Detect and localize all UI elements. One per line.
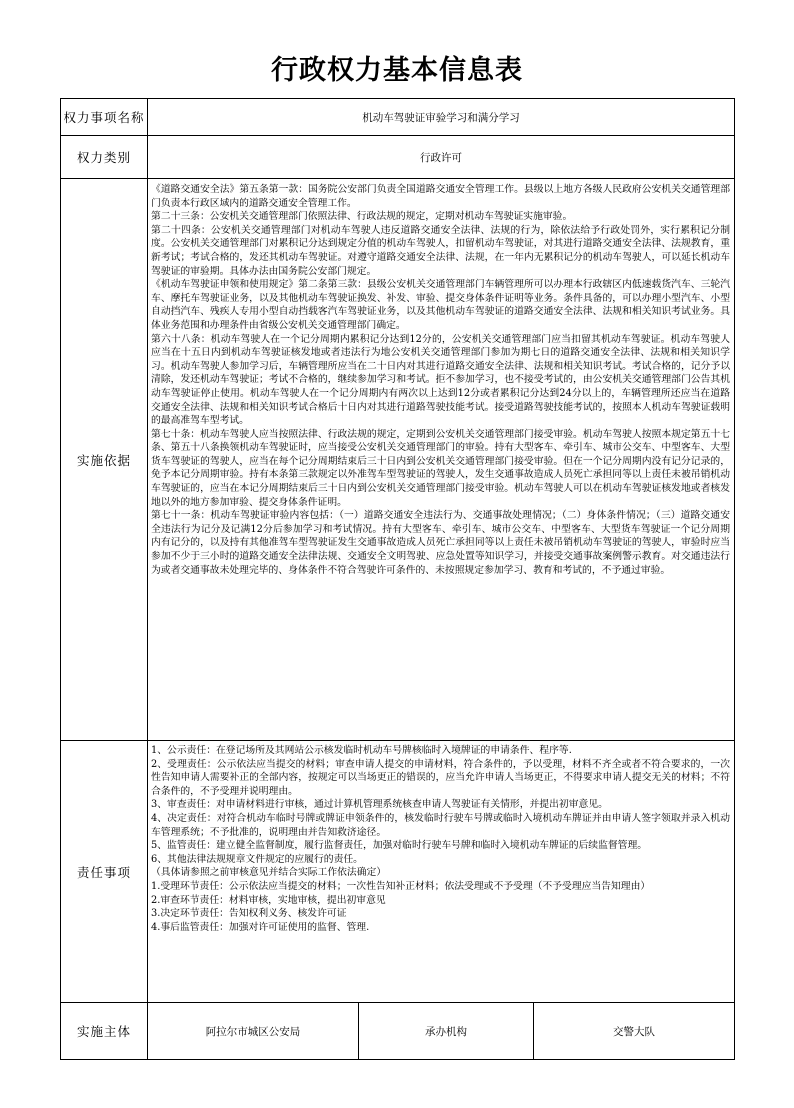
subject-row: [61, 1003, 735, 1060]
subject-value: 阿拉尔市城区公安局: [148, 1003, 359, 1060]
duty-label: 责任事项: [61, 741, 148, 1003]
duty-paragraph: 4.事后监管责任：加强对许可证使用的监督、管理.: [151, 921, 370, 933]
org-value: 交警大队: [534, 1003, 735, 1060]
duty-paragraph: 6、其他法律法规规章文件规定的应履行的责任。: [151, 853, 363, 865]
basis-label: 实施依据: [61, 179, 148, 741]
duty-paragraph: 2.审查环节责任：材料审核，实地审核，提出初审意见: [151, 894, 386, 906]
power-name-row: [61, 99, 735, 136]
duty-paragraph: 2、受理责任：公示依法应当提交的材料；审查申请人提交的申请材料，符合条件的，予以受理，材料不齐全或者不符合要求的，一次性告知申请人需要补正的全部内容，按规定可以当场更正的错误的，应当允许申请人当场更正，不得要求申请人提交无关的材料；不符合条件的，不予受理并说明理由。: [151, 758, 731, 797]
power-type-value: 行政许可: [148, 136, 735, 179]
duty-paragraph: 3、审查责任：对申请材料进行审核，通过计算机管理系统核查申请人驾驶证有关情形，并提出初审意见。: [151, 799, 608, 811]
org-label: 承办机构: [359, 1003, 534, 1060]
basis-paragraph: 第二十四条：公安机关交通管理部门对机动车驾驶人违反道路交通安全法律、法规的行为，除依法给予行政处罚外，实行累积记分制度。公安机关交通管理部门对累积记分达到规定分值的机动车驾驶人，扣留机动车驾驶证，对其进行道路交通安全法律、法规教育，重新考试；考试合格的，发还其机动车驾驶证。对遵守道路交通安全法律、法规，在一年内无累积记分的机动车驾驶人，可以延长机动车驾驶证的审验期。具体办法由国务院公安部门规定。: [151, 224, 731, 277]
basis-paragraph: 《道路交通安全法》第五条第一款：国务院公安部门负责全国道路交通安全管理工作。县级以上地方各级人民政府公安机关交通管理部门负责本行政区域内的道路交通安全管理工作。: [151, 184, 731, 209]
basis-paragraph: 第七十一条：机动车驾驶证审验内容包括：（一）道路交通安全违法行为、交通事故处理情况；（二）身体条件情况；（三）道路交通安全违法行为记分及记满12分后参加学习和考试情况。持有大型客车、牵引车、城市公交车、中型客车、大型货车驾驶证一个记分周期内有记分的，以及持有其他准驾车型驾驶证发生交通事故造成人员死亡承担同等以上责任未被吊销机动车驾驶证的驾驶人，审验时应当参加不少于三小时的道路交通安全法律法规、交通安全文明驾驶、应急处置等知识学习，并接受交通事故案例警示教育。对交通违法行为或者交通事故未处理完毕的、身体条件不符合驾驶许可条件的、未按照规定参加学习、教育和考试的，不予通过审验。: [151, 510, 731, 576]
basis-paragraph: 第二十三条：公安机关交通管理部门依照法律、行政法规的规定，定期对机动车驾驶证实施审验。: [151, 211, 573, 223]
duty-row: [61, 741, 735, 1003]
basis-paragraph: 第六十八条：机动车驾驶人在一个记分周期内累积记分达到12分的，公安机关交通管理部门应当扣留其机动车驾驶证。机动车驾驶人应当在十五日内到机动车驾驶证核发地或者违法行为地公安机关交通管理部门参加为期七日的道路交通安全法律、法规和相关知识学习。机动车驾驶人参加学习后，车辆管理所应当在二十日内对其进行道路交通安全法律、法规和相关知识考试。考试合格的，记分予以清除，发还机动车驾驶证；考试不合格的，继续参加学习和考试。拒不参加学习，也不接受考试的，由公安机关交通管理部门公告其机动车驾驶证停止使用。机动车驾驶人在一个记分周期内有两次以上达到12分或者累积记分达到24分以上的，车辆管理所还应当在道路交通安全法律、法规和相关知识考试合格后十日内对其进行道路驾驶技能考试。接受道路驾驶技能考试的，按照本人机动车驾驶证载明的最高准驾车型考试。: [151, 333, 731, 427]
duty-paragraph: 4、决定责任：对符合机动车临时号牌或牌证申领条件的，核发临时行驶车号牌或临时入境机动车牌证并由申请人签字领取并录入机动车管理系统；不予批准的，说明理由并告知救济途径。: [151, 812, 731, 838]
power-name-label: 权力事项名称: [61, 99, 148, 136]
power-type-label: 权力类别: [61, 136, 148, 179]
duty-paragraph: 5、监管责任：建立健全监督制度，履行监督责任，加强对临时行驶车号牌和临时入境机动车牌证的后续监督管理。: [151, 840, 648, 852]
basis-paragraph: 《机动车驾驶证申领和使用规定》第二条第三款：县级公安机关交通管理部门车辆管理所可以办理本行政辖区内低速载货汽车、三轮汽车、摩托车驾驶证业务，以及其他机动车驾驶证换发、补发、审验、提交身体条件证明等业务。条件具备的，可以办理小型汽车、小型自动挡汽车、残疾人专用小型自动挡载客汽车驾驶证业务，以及其他机动车驾驶证的道路交通安全法律、法规和相关知识考试业务。具体业务范围和办理条件由省级公安机关交通管理部门确定。: [151, 279, 731, 331]
subject-label: 实施主体: [61, 1003, 148, 1060]
duty-content: [148, 741, 735, 1003]
duty-paragraph: 1、公示责任：在登记场所及其网站公示核发临时机动车号牌核临时入境牌证的申请条件、程序等.: [151, 745, 572, 756]
duty-paragraph: 3.决定环节责任：告知权利义务、核发许可证: [151, 908, 347, 920]
info-table: [60, 98, 735, 1060]
power-name-value: 机动车驾驶证审验学习和满分学习: [148, 99, 735, 136]
page-title: 行政权力基本信息表: [271, 55, 523, 86]
basis-content: [148, 179, 735, 741]
duty-paragraph: 1.受理环节责任：公示依法应当提交的材料；一次性告知补正材料；依法受理或不予受理（不予受理应当告知理由）: [151, 880, 651, 892]
duty-paragraph: （具体请参照之前审核意见并结合实际工作依法确定）: [151, 867, 387, 879]
power-type-row: [61, 136, 735, 179]
basis-paragraph: 第七十条：机动车驾驶人应当按照法律、行政法规的规定，定期到公安机关交通管理部门接受审验。机动车驾驶人按照本规定第五十七条、第五十八条换领机动车驾驶证时，应当接受公安机关交通管理部门的审验。持有大型客车、牵引车、城市公交车、中型客车、大型货车驾驶证的驾驶人，应当在每个记分周期结束后三十日内到公安机关交通管理部门接受审验。但在一个记分周期内没有记分记录的，免予本记分周期审验。持有本条第三款规定以外准驾车型驾驶证的驾驶人，发生交通事故造成人员死亡承担同等以上责任未被吊销机动车驾驶证的，应当在本记分周期结束后三十日内到公安机关交通管理部门接受审验。机动车驾驶人可以在机动车驾驶证核发地或者核发地以外的地方参加审验、提交身体条件证明。: [151, 428, 731, 508]
basis-row: [61, 179, 735, 741]
